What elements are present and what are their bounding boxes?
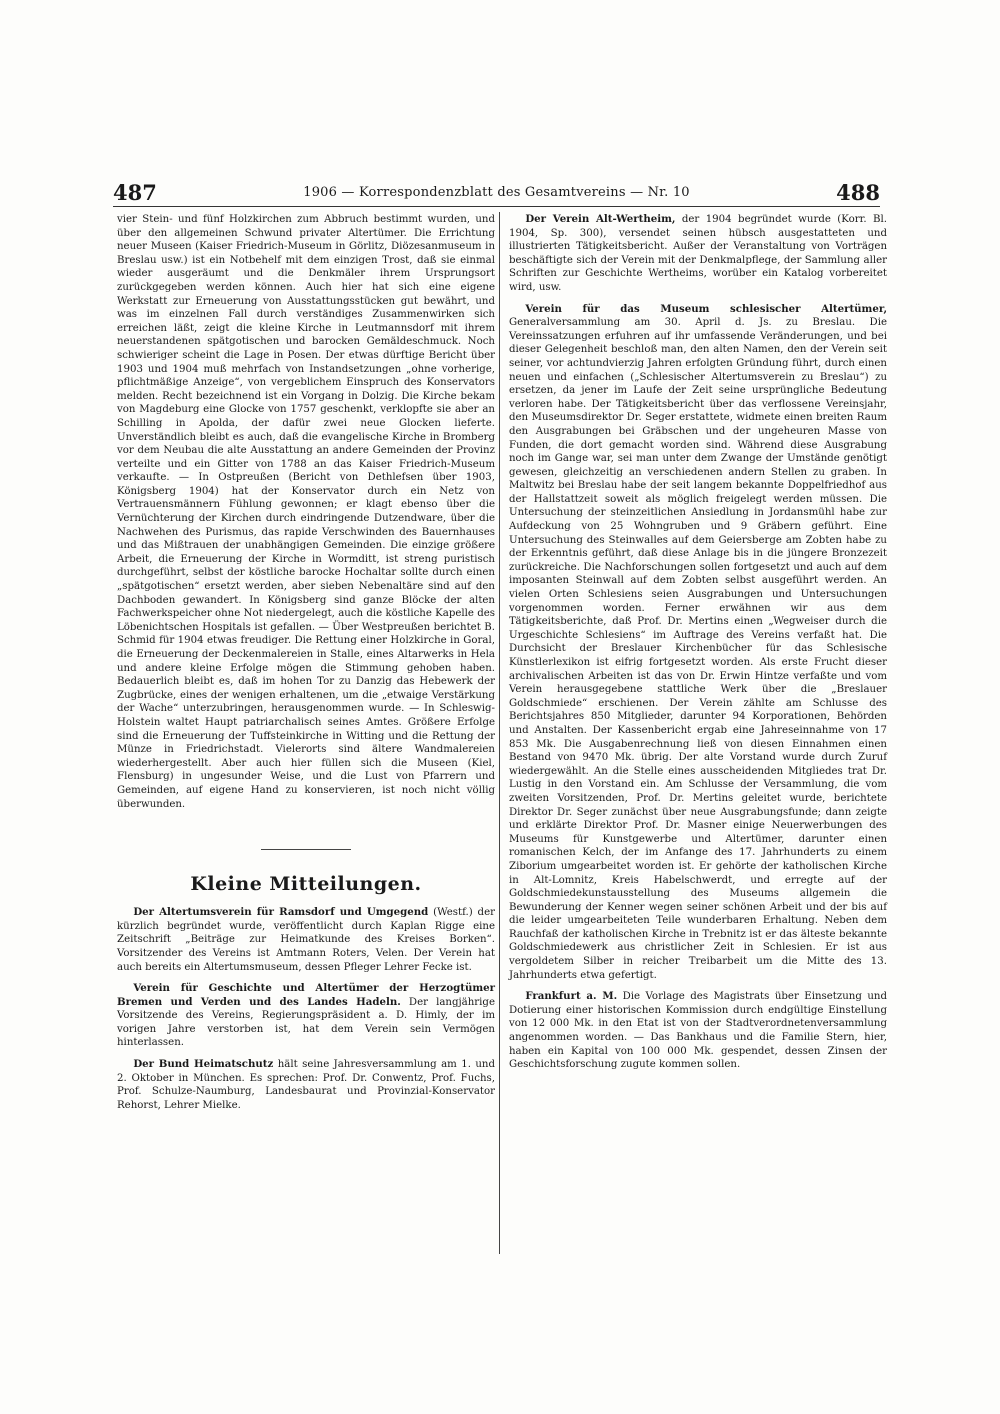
news-item-heading: Verein für das Museum schlesischer Altertümer,: [525, 302, 887, 315]
news-item-heading: Frankfurt a. M.: [525, 990, 618, 1003]
news-item-heading: Der Altertumsverein für Ramsdorf und Umgegend: [133, 906, 429, 919]
news-item: [117, 982, 495, 1050]
news-item-body: Die Vorlage des Magistrats über Einsetzung und Dotierung einer historischen Kommission durch endgültige Einstellung von 12 000 Mk. in den Etat ist von der Stadtverordnetenversammlung angenommen worden. — Das Bankhaus und die Familie Stern, hier, haben ein Kapital von 100 000 Mk. gespendet, dessen Zinsen der Geschichtsforschung zugute kommen sollen.: [509, 991, 887, 1071]
news-item: [509, 990, 887, 1072]
column-divider: [499, 212, 500, 1254]
page-number-left: 487: [113, 180, 157, 205]
news-item-heading: Verein für Geschichte und Altertümer der Herzogtümer Bremen und Verden und des Landes Hadeln.: [117, 982, 495, 1008]
news-item: [509, 303, 887, 983]
news-item: [117, 906, 495, 974]
running-title: 1906 — Korrespondenzblatt des Gesamtvereins — Nr. 10: [303, 185, 690, 200]
news-item: [509, 213, 887, 295]
news-item-heading: Der Bund Heimatschutz: [133, 1058, 274, 1071]
section-divider: [261, 849, 351, 850]
header-rule: [113, 206, 880, 207]
continued-paragraph: vier Stein- und fünf Holzkirchen zum Abbruch bestimmt wurden, und über den allgemeinen Schwund privater Altertümer. Die Errichtung neuer Museen (Kaiser Friedrich-Museum in Görlitz, Diözesanmuseum in Breslau usw.) ist ein Notbehelf mit dem einzigen Trost, daß sie einmal wieder ausgeräumt und die Denkmäler ihrem Ursprungsort zurückgegeben werden können. Auch hier hat sich eine eigene Werkstatt zur Erneuerung von Ausstattungsstücken gut bewährt, und was im einzelnen Fall durch verständiges Zusammenwirken sich erreichen läßt, zeigt die kleine Kirche in Leutmannsdorf mit ihrem neuerstandenen spätgotischen und barocken Gemäldeschmuck. Noch schwieriger scheint die Lage in Posen. Der etwas dürftige Bericht über 1903 und 1904 muß mehrfach von Instandsetzungen „ohne vorherige, pflichtmäßige Anzeige“, von vergeblichem Einspruch des Konservators melden. Recht bezeichnend ist ein Vorgang in Dolzig. Die Kirche bekam von Magdeburg eine Glocke von 1757 geschenkt, verklopfte sie aber an Schilling in Apolda, der dafür zwei neue Glocken lieferte. Unverständlich bleibt es auch, daß die evangelische Kirche in Bromberg vor dem Neubau die alte Ausstattung an andere Gemeinden der Provinz verteilte und ein Gitter von 1788 an das Kaiser Friedrich-Museum verkaufte. — In Ostpreußen (Bericht von Dethlefsen über 1903, Königsberg 1904) hat der Konservator durch ein Netz von Vertrauensmännern Fühlung gewonnen; er klagt ebenso über die Vernüchterung der Kirchen durch eindringende Dutzendware, über die Nachwehen des Purismus, das rapide Verschwinden des Bauernhauses und das Mißtrauen der unabhängigen Gemeinden. Die einzige größere Arbeit, die Erneuerung der Kirche in Wormditt, ist streng puristisch durchgeführt, selbst der köstliche barocke Hochaltar sollte durch einen „spätgotischen“ ersetzt werden, aber sieben Nebenaltäre sind auf den Dachboden gewandert. In Königsberg sind ganze Blöcke der alten Fachwerkspeicher ohne Not niedergelegt, auch die köstliche Kapelle des Löbenichtschen Hospitals ist gefallen. — Über Westpreußen berichtet B. Schmid für 1904 etwas freudiger. Die Rettung einer Holzkirche in Goral, die Erneuerung der Deckenmalereien in Stalle, eines Altarwerks in Hela und andere kleine Erfolge mögen die Stimmung gehoben haben. Bedauerlich bleibt es, daß im hohen Tor zu Danzig das Hebewerk der Zugbrücke, eines der wenigen erhaltenen, um die „etwaige Verstärkung der Wache“ unterzubringen, herausgenommen wurde. — In Schleswig-Holstein waltet Haupt patriarchalisch seines Amtes. Größere Erfolge sind die Erneuerung der Tuffsteinkirche in Witting und die Rettung der Münze in Friedrichstadt. Vielerorts sind ältere Wandmalereien wiederhergestellt. Aber auch hier füllen sich die Museen (Kiel, Flensburg) in ungesunder Weise, und die Lust von Pfarrern und Gemeinden, auf eigene Hand zu konservieren, ist noch nicht völlig überwunden.: [117, 214, 495, 810]
page-number-right: 488: [836, 180, 880, 205]
left-column: [117, 213, 495, 1120]
news-item-body: der 1904 begründet wurde (Korr. Bl. 1904, Sp. 300), versendet seinen hübsch ausgestatteten und illustrierten Tätigkeitsbericht. Außer der Veranstaltung von Vorträgen beschäftigte sich der Verein mit der Denkmalpflege, der Sammlung aller Schriften zur Geschichte Wertheims, worüber ein Katalog vorbereitet wird, usw.: [509, 214, 887, 293]
news-item-body: Der langjährige Vorsitzende des Vereins, Regierungspräsident a. D. Himly, der im vorigen Jahre verstorben ist, hat dem Verein sein Vermögen hinterlassen.: [117, 996, 495, 1049]
news-item-heading: Der Verein Alt-Wertheim,: [525, 213, 676, 225]
news-item-body: Generalversammlung am 30. April d. Js. zu Breslau. Die Vereinssatzungen erfuhren auf ihr umfassende Veränderungen, und bei dieser Gelegenheit beschloß man, den alten Namen, den der Verein seit seiner, vor achtundvierzig Jahren erfolgten Gründung führt, durch einen neuen und einfachen („Schlesischer Altertumsverein zu Breslau“) zu ersetzen, da jener im Laufe der Zeit seine ursprüngliche Bedeutung verloren habe. Der Tätigkeitsbericht über das verflossene Vereinsjahr, den Museumsdirektor Dr. Seger erstattete, widmete einen breiten Raum den Ausgrabungen bei Gräbschen und der ungeheuren Masse von Funden, die dort gemacht worden sind. Während diese Ausgrabung noch im Gange war, sei man unter dem Zwange der Umstände genötigt gewesen, gleichzeitig an verschiedenen andern Stellen zu graben. In Maltwitz bei Breslau habe der seit langem bekannte Doppelfriedhof aus der Hallstattzeit soweit als möglich freigelegt werden müssen. Die Untersuchung der steinzeitlichen Ansiedlung in Jordansmühl habe zur Aufdeckung von 25 Wohngruben und 9 Gräbern geführt. Eine Untersuchung des Steinwalles auf dem Geiersberge am Zobten habe zu der Erkenntnis geführt, daß diese Anlage bis in die jüngere Bronzezeit zurückreiche. Die Nachforschungen sollen fortgesetzt und auch auf dem imposanten Steinwall auf dem Zobten selbst ausgeführt werden. An vielen Orten Schlesiens seien Ausgrabungen und Untersuchungen vorgenommen worden. Ferner erwähnen wir aus dem Tätigkeitsberichte, daß Prof. Dr. Mertins einen „Wegweiser durch die Urgeschichte Schlesiens“ im Auftrage des Vereins verfaßt hat. Die Durchsicht der Breslauer Kirchenbücher für das Schlesische Künstlerlexikon ist eifrig fortgesetzt worden. Als erste Frucht dieser archivalischen Arbeiten ist das von Dr. Erwin Hintze verfaßte und vom Verein herausgegebene stattliche Werk über die „Breslauer Goldschmiede“ erschienen. Der Verein zählte am Schlusse des Berichtsjahres 850 Mitglieder, darunter 94 Korporationen, Behörden und Anstalten. Der Kassenbericht ergab eine Jahreseinnahme von 17 853 Mk. Die Ausgabenrechnung ließ von diesen Einnahmen einen Bestand von 9470 Mk. übrig. Der alte Vorstand wurde durch Zuruf wiedergewählt. An die Stelle eines ausscheidenden Mitgliedes trat Dr. Lustig in den Vorstand ein. Am Schlusse der Versammlung, die vom zweiten Vorsitzenden, Prof. Dr. Mertins geleitet wurde, berichtete Direktor Dr. Seger zunächst über neue Ausgrabungsfunde; dann zeigte und erklärte Direktor Prof. Dr. Masner einige Neuerwerbungen des Museums für Kunstgewerbe und Altertümer, darunter einen romanischen Kelch, der im Anfange des 17. Jahrhunderts zu einem Ziborium umgearbeitet worden ist. Er gehörte der katholischen Kirche in Alt-Lomnitz, Kreis Habelschwerdt, und erregte auf der Goldschmiedekunstausstellung des Museums allgemein die Bewunderung der Kenner wegen seiner schönen Arbeit und der bis auf die leider umgearbeiteten Teile wunderbaren Erhaltung. Neben dem Rauchfaß der katholischen Kirche in Trebnitz ist er das älteste bekannte Goldschmiedewerk aus christlicher Zeit in Schlesien. Er ist aus vergoldetem Silber in reicher Treibarbeit um die Mitte des 13. Jahrhunderts etwa gefertigt.: [509, 317, 887, 981]
news-item: [117, 1058, 495, 1112]
right-column: [509, 213, 887, 1080]
news-item-body: hält seine Jahresversammlung am 1. und 2. Oktober in München. Es sprechen: Prof. Dr. Conwentz, Prof. Fuchs, Prof. Schulze-Naumburg, Landesbaurat und Provinzial-Konservator Rehorst, Lehrer Mielke.: [117, 1059, 495, 1111]
section-title: Kleine Mitteilungen.: [190, 873, 422, 896]
news-item-body: (Westf.) der kürzlich begründet wurde, veröffentlicht durch Kaplan Rigge eine Zeitschrift „Beiträge zur Heimatkunde des Kreises Borken“. Vorsitzender des Vereins ist Amtmann Roters, Velen. Der Verein hat auch bereits ein Altertumsmuseum, dessen Pfleger Lehrer Fecke ist.: [117, 907, 495, 973]
